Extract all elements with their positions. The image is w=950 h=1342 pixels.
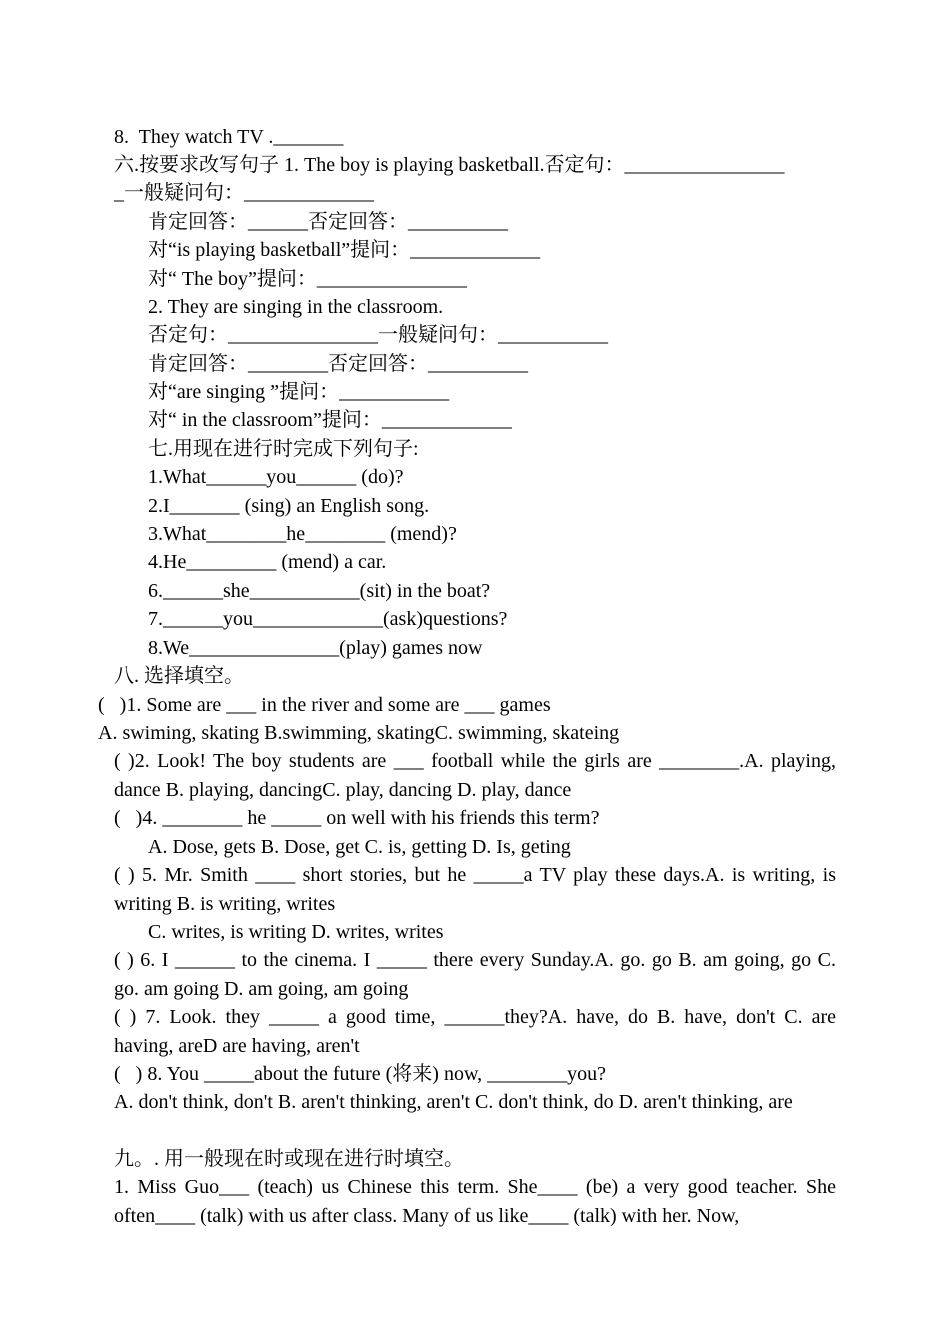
- text-line: 6.______she___________(sit) in the boat?: [148, 580, 491, 602]
- text-line: 对“ The boy”提问：_______________: [148, 268, 467, 290]
- question-4: ( )4. ________ he _____ on well with his friends this term?: [114, 807, 600, 829]
- question-1-options: A. swiming, skating B.swimming, skatingC. swimming, skateing: [98, 722, 620, 744]
- passage-1: 1. Miss Guo___ (teach) us Chinese this term. She____ (be) a very good teacher. She often____ (talk) with us after class. Many of us like____ (talk) with her. Now,: [114, 1176, 836, 1227]
- text-line: 1.What______you______ (do)?: [148, 466, 404, 488]
- text-line: 对“ in the classroom”提问：_____________: [148, 409, 512, 431]
- text-line: 8. They watch TV ._______: [114, 126, 344, 148]
- question-8: ( ) 8. You _____about the future (将来) now, ________you?: [114, 1063, 606, 1085]
- text-line: 8.We_______________(play) games now: [148, 637, 483, 659]
- text-line: 肯定回答：______否定回答：__________: [148, 211, 508, 233]
- text-line: 否定句：_______________一般疑问句：___________: [148, 324, 608, 346]
- text-line: 2.I_______ (sing) an English song.: [148, 495, 430, 517]
- section-7-heading: 七.用现在进行时完成下列句子:: [148, 438, 419, 460]
- text-line: 对“are singing ”提问：___________: [148, 381, 450, 403]
- question-8-options: A. don't think, don't B. aren't thinking, aren't C. don't think, do D. aren't thinking, are: [114, 1091, 793, 1113]
- text-line: _一般疑问句：_____________: [114, 182, 374, 204]
- text-line: 对“is playing basketball”提问：_____________: [148, 239, 541, 261]
- question-5: ( ) 5. Mr. Smith ____ short stories, but he _____a TV play these days.A. is writing, is writing B. is writing, writes: [114, 864, 836, 915]
- question-4-options: A. Dose, gets B. Dose, get C. is, getting D. Is, geting: [148, 836, 571, 858]
- section-6-heading: 六.按要求改写句子 1. The boy is playing basketball.否定句：________________: [114, 154, 785, 176]
- question-6: ( ) 6. I ______ to the cinema. I _____ there every Sunday.A. go. go B. am going, go C. go. am going D. am going, am going: [114, 949, 836, 1000]
- section-8-heading: 八. 选择填空。: [114, 665, 244, 687]
- question-5-options: C. writes, is writing D. writes, writes: [148, 921, 444, 943]
- text-line: 4.He_________ (mend) a car.: [148, 551, 387, 573]
- text-line: 3.What________he________ (mend)?: [148, 523, 457, 545]
- text-line: 7.______you_____________(ask)questions?: [148, 608, 508, 630]
- section-9-heading: 九。. 用一般现在时或现在进行时填空。: [114, 1148, 464, 1170]
- question-7: ( ) 7. Look. they _____ a good time, ______they?A. have, do B. have, don't C. are having, areD are having, aren't: [114, 1006, 836, 1057]
- question-1: ( )1. Some are ___ in the river and some are ___ games: [98, 694, 551, 716]
- text-line: 2. They are singing in the classroom.: [148, 296, 444, 318]
- text-line: 肯定回答：________否定回答：__________: [148, 353, 528, 375]
- question-2: ( )2. Look! The boy students are ___ football while the girls are ________.A. playing, dance B. playing, dancingC. play, dancing D. play, dance: [114, 750, 836, 801]
